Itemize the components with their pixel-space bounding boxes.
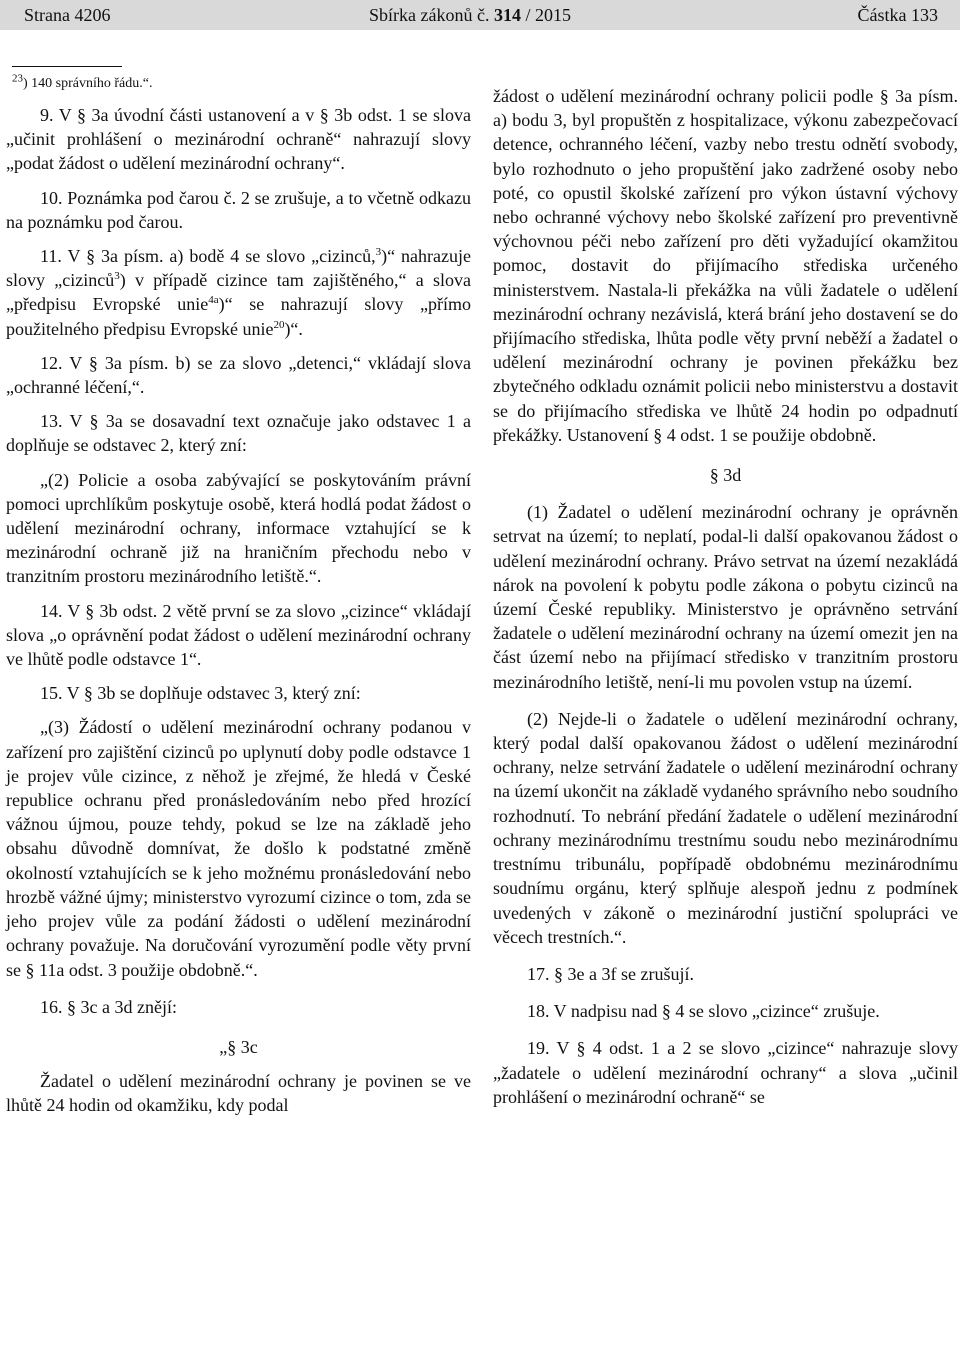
section-3c-continuation: žádost o udělení mezinárodní ochrany policii podle § 3a písm. a) bodu 3, byl propuštěn z hospitalizace, výkonu zabezpečovací detence, ochranného léčení, vazby nebo trestu odnětí svobody, bylo rozhodnuto o jeho propuštění jako zadržené osoby nebo poté, co opustil školské zařízení pro výkon ústavní výchovy nebo ochranné výchovy nebo školské zařízení pro preventivně výchovnou péči nebo zařízení pro děti vyžadující okamžitou pomoc, dostavit do přijímacího střediska určeného ministerstvem. Nastala-li překážka na vůli žadatele o udělení mezinárodní ochrany nezávislá, která brání jeho dostavení se do přijímacího střediska, lhůta podle věty první neběží a žadatel o udělení mezinárodní ochrany je povinen překážku bez zbytečného odkladu oznámit policii nebo ministerstvu a dostavit se do přijímacího střediska ve lhůtě 24 hodin po odpadnutí překážky. Ustanovení § 4 odst. 1 se použije obdobně. [493,86,958,445]
collection-number: 314 [493,5,521,25]
item-15-quote: „(3) Žádostí o udělení mezinárodní ochrany podanou v zařízení pro zajištění cizinců po uplynutí doby podle odstavce 1 je projev vůle cizince, z něhož je zřejmé, že hledá v České republice ochranu před pronásledováním nebo před hrozící vážnou újmou, pouze tehdy, pokud se lze na základě jeho obsahu důvodně domnívat, že došlo k podstatné změně okolností vztahujících se k jeho možnému pronásledování nebo hrozbě vážné újmy; ministerstvo vyrozumí cizince o tom, zda se jeho projev vůle za podání žádosti o udělení mezinárodní ochrany považuje. Na doručování vyrozumění podle věty první se § 11a odst. 3 použije obdobně.“. [6,717,471,980]
item-17: 17. § 3e a 3f se zrušují. [527,963,694,984]
item-11-text-b: )“ nahrazuje slovy „cizinců [6,246,472,291]
footnote-23 [6,72,471,93]
footnote-rule [12,66,122,67]
item-11-text-a: 11. V § 3a písm. a) bodě 4 se slovo „cizinců, [40,246,376,267]
section-3d-heading: § 3d [709,465,742,486]
item-14: 14. V § 3b odst. 2 větě první se za slovo „cizince“ vkládají slova „o oprávnění podat žádost o udělení mezinárodní ochrany ve lhůtě podle odstavce 1“. [6,600,471,670]
item-13: 13. V § 3a se dosavadní text označuje jako odstavec 1 a doplňuje se odstavec 2, který zní: [6,411,471,456]
section-3d-paragraph-1: (1) Žadatel o udělení mezinárodní ochrany je oprávněn setrvat na území; to neplatí, podal-li další opakovanou žádost o udělení mezinárodní ochrany. Právo setrvat na území nezakládá nárok na povolení k pobytu podle zákona o pobytu cizinců na území České republiky. Ministerstvo je oprávněno setrvání žadatele o udělení mezinárodní ochrany na území omezit jen na část území nebo na přijímací středisko v tranzitním prostoru mezinárodního letiště, není-li mu povolen vstup na území. [493,502,958,692]
footnote-ref: 3 [114,270,120,283]
footnote-number: 23 [12,72,23,85]
item-11-text-e: )“. [284,318,303,339]
item-11-text-c: ) v případě cizince tam zajištěného,“ a slova „předpisu Evropské unie [6,270,472,315]
footnote-ref: 4a [208,294,219,307]
item-13-quote: „(2) Policie a osoba zabývající se poskytováním právní pomoci uprchlíkům poskytuje osobě, která hodlá podat žádost o udělení mezinárodní ochrany, informace vztahující se k mezinárodní ochraně již na hraničním přechodu nebo v tranzitním prostoru mezinárodního letiště.“. [6,469,471,587]
item-15: 15. V § 3b se doplňuje odstavec 3, který zní: [40,683,361,704]
item-11 [6,244,471,341]
item-11-text-d: )“ se nahrazují slovy „přímo použitelného předpisu Evropské unie [6,294,472,339]
item-19: 19. V § 4 odst. 1 a 2 se slovo „cizince“ nahrazuje slovy „žadatele o udělení mezinárodní ochrany“ a slova „učinil prohlášení o mezinárodní ochraně“ se [493,1038,958,1107]
left-column [6,62,471,1118]
page-header [0,0,960,30]
issue-label: Částka 133 [857,5,938,25]
page-number: Strana 4206 [24,5,111,25]
section-3c-heading: „§ 3c [219,1036,258,1057]
item-12: 12. V § 3a písm. b) se za slovo „detenci,“ vkládají slova „ochranné léčení,“. [6,352,471,398]
collection-prefix: Sbírka zákonů č. [369,5,490,25]
right-column [493,84,958,1109]
section-3d-paragraph-2: (2) Nejde-li o žadatele o udělení mezinárodní ochrany, který podal další opakovanou žádost o udělení mezinárodní ochrany, nelze setrvání žadatele o udělení mezinárodní ochrany na území ukončit na základě vydaného správního nebo soudního rozhodnutí. To nebrání předání žadatele o udělení mezinárodní ochrany mezinárodnímu trestnímu soudu nebo mezinárodnímu trestnímu tribunálu, popřípadě obdobnému mezinárodnímu soudnímu orgánu, který splňuje alespoň jednu z podmínek uvedených v zákoně o mezinárodní justiční spolupráci ve věcech trestních.“. [493,708,958,947]
item-10: 10. Poznámka pod čarou č. 2 se zrušuje, a to včetně odkazu na poznámku pod čarou. [6,187,471,232]
item-18: 18. V nadpisu nad § 4 se slovo „cizince“ zrušuje. [527,1001,880,1022]
footnote-text: ) 140 správního řádu.“. [23,76,153,91]
item-9: 9. V § 3a úvodní části ustanovení a v § 3b odst. 1 se slova „učinit prohlášení o mezinárodní ochraně“ nahrazují slovy „podat žádost o udělení mezinárodní ochrany“. [6,105,471,174]
footnote-ref: 3 [375,246,382,259]
collection-year: / 2015 [525,5,571,25]
footnote-ref: 20 [273,318,285,331]
collection-title [369,5,571,26]
section-3c-text: Žadatel o udělení mezinárodní ochrany je povinen se ve lhůtě 24 hodin od okamžiku, kdy podal [6,1071,471,1116]
item-16: 16. § 3c a 3d znějí: [40,996,177,1017]
